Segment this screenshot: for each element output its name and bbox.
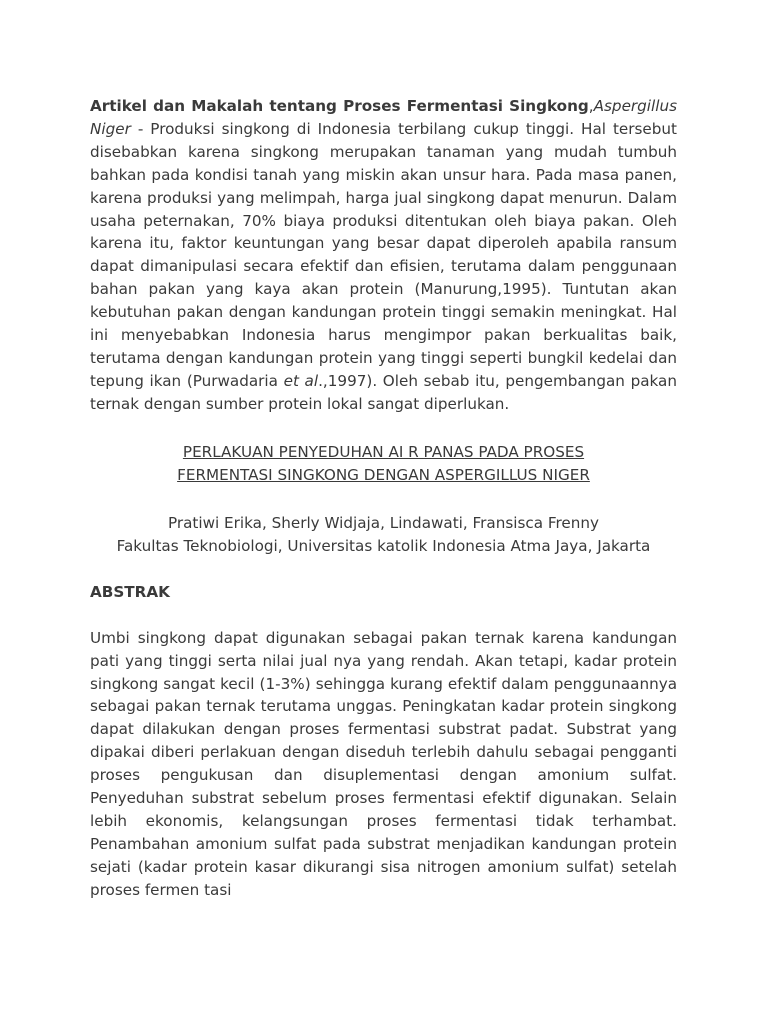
author-affiliation: Fakultas Teknobiologi, Universitas katolik Indonesia Atma Jaya, Jakarta	[116, 536, 651, 555]
paper-title-line1: PERLAKUAN PENYEDUHAN AI R PANAS PADA PROSES	[182, 442, 585, 461]
article-heading-species: Aspergillus Niger	[90, 97, 677, 138]
author-names: Pratiwi Erika, Sherly Widjaja, Lindawati, Fransisca Frenny	[167, 513, 600, 532]
paper-title	[90, 441, 677, 487]
article-heading: Artikel dan Makalah tentang Proses Fermentasi Singkong	[90, 97, 589, 115]
intro-et-al: et al	[283, 371, 319, 390]
abstract-heading: ABSTRAK	[90, 582, 170, 601]
intro-text-part2: .,1997). Oleh sebab itu, pengembangan pakan ternak dengan sumber protein lokal sangat diperlukan.	[90, 371, 677, 413]
document-page	[90, 95, 677, 902]
author-block	[90, 512, 677, 558]
abstract-paragraph: Umbi singkong dapat digunakan sebagai pakan ternak karena kandungan pati yang tinggi serta nilai jual nya yang rendah. Akan tetapi, kadar protein singkong sangat kecil (1-3%) sehingga kurang efektif dalam penggunaannya sebagai pakan ternak terutama unggas. Peningkatan kadar protein singkong dapat dilakukan dengan proses fermentasi substrat padat. Substrat yang dipakai diberi perlakuan dengan diseduh terlebih dahulu sebagai pengganti proses pengukusan dan disuplementasi dengan amonium sulfat. Penyeduhan substrat sebelum proses fermentasi efektif digunakan. Selain lebih ekonomis, kelangsungan proses fermentasi tidak terhambat. Penambahan amonium sulfat pada substrat menjadikan kandungan protein sejati (kadar protein kasar dikurangi sisa nitrogen amonium sulfat) setelah proses fermen tasi	[90, 628, 677, 899]
paper-title-line2: FERMENTASI SINGKONG DENGAN ASPERGILLUS NIGER	[177, 465, 590, 484]
intro-paragraph: Artikel dan Makalah tentang Proses Fermentasi Singkong,Aspergillus Niger - Produksi singkong di Indonesia terbilang cukup tinggi. Hal tersebut disebabkan karena singkong merupakan tanaman yang mudah tumbuh bahkan pada kondisi tanah yang miskin akan unsur hara. Pada masa panen, karena produksi yang melimpah, harga jual singkong dapat menurun. Dalam usaha peternakan, 70% biaya produksi ditentukan oleh biaya pakan. Oleh karena itu, faktor keuntungan yang besar dapat diperoleh apabila ransum dapat dimanipulasi secara efektif dan efisien, terutama dalam penggunaan bahan pakan yang kaya akan protein (Manurung,1995). Tuntutan akan kebutuhan pakan dengan kandungan protein tinggi semakin meningkat. Hal ini menyebabkan Indonesia harus mengimpor pakan berkualitas baik, terutama dengan kandungan protein yang tinggi seperti bungkil kedelai dan tepung ikan (Purwadaria et al.,1997). Oleh sebab itu, pengembangan pakan ternak dengan sumber protein lokal sangat diperlukan.	[90, 97, 677, 413]
intro-text-part1: - Produksi singkong di Indonesia terbilang cukup tinggi. Hal tersebut disebabkan karena singkong merupakan tanaman yang mudah tumbuh bahkan pada kondisi tanah yang miskin akan unsur hara. Pada masa panen, karena produksi yang melimpah, harga jual singkong dapat menurun. Dalam usaha peternakan, 70% biaya produksi ditentukan oleh biaya pakan. Oleh karena itu, faktor keuntungan yang besar dapat diperoleh apabila ransum dapat dimanipulasi secara efektif dan efisien, terutama dalam penggunaan bahan pakan yang kaya akan protein (Manurung,1995). Tuntutan akan kebutuhan pakan dengan kandungan protein tinggi semakin meningkat. Hal ini menyebabkan Indonesia harus mengimpor pakan berkualitas baik, terutama dengan kandungan protein yang tinggi seperti bungkil kedelai dan tepung ikan (Purwadaria	[90, 119, 677, 390]
